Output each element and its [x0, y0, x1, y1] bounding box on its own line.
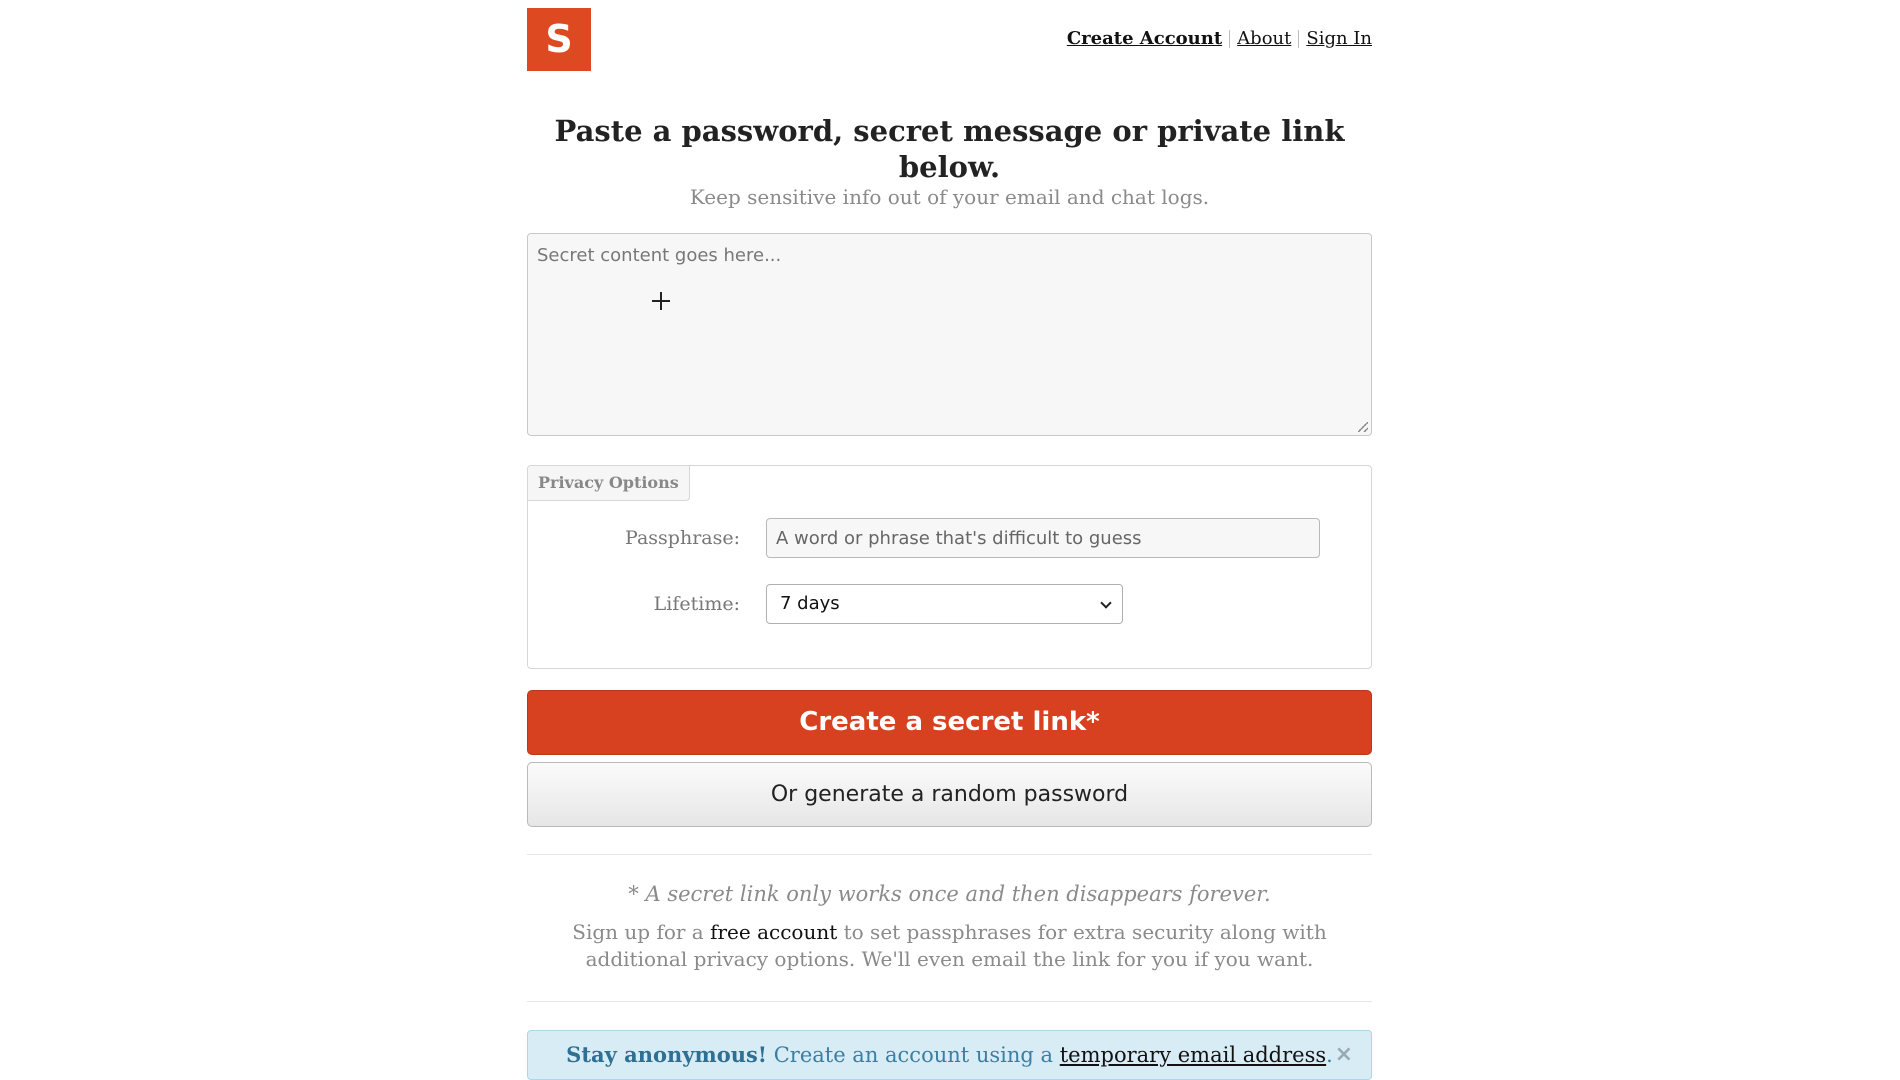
header: [527, 0, 1372, 80]
lifetime-label: Lifetime:: [653, 593, 740, 615]
generate-password-button[interactable]: Or generate a random password: [527, 762, 1372, 827]
passphrase-label: Passphrase:: [625, 527, 740, 549]
passphrase-row: [528, 518, 1371, 558]
nav-divider: [1298, 30, 1299, 48]
chevron-down-icon: [1100, 597, 1111, 608]
page-subtitle: Keep sensitive info out of your email and chat logs.: [689, 185, 1210, 209]
page: [527, 0, 1372, 1080]
divider: [527, 1001, 1372, 1002]
about-link[interactable]: About: [1237, 28, 1292, 49]
alert-heading: Stay anonymous!: [566, 1042, 768, 1067]
create-account-link[interactable]: Create Account: [1066, 28, 1223, 49]
logo[interactable]: S: [527, 8, 591, 71]
page-title: Paste a password, secret message or private link below.: [554, 114, 1345, 184]
signup-suffix: to set passphrases for extra security along with additional privacy options. We'll even email the link for you if you want.: [585, 920, 1327, 971]
nav-divider: [1229, 30, 1230, 48]
lifetime-selected-value: 7 days: [780, 593, 840, 614]
create-secret-link-button[interactable]: Create a secret link*: [527, 690, 1372, 755]
alert-period: .: [1326, 1043, 1333, 1067]
free-account-link[interactable]: free account: [710, 920, 838, 944]
privacy-options-panel: [527, 465, 1372, 669]
lifetime-row: [528, 584, 1371, 624]
footnote: * A secret link only works once and then disappears forever.: [628, 882, 1271, 906]
lifetime-select[interactable]: [766, 584, 1123, 624]
privacy-options-tab: Privacy Options: [528, 466, 690, 501]
signup-text: [527, 919, 1372, 973]
alert-text: Create an account using a: [767, 1043, 1060, 1067]
secret-content-input[interactable]: [528, 234, 1371, 435]
resize-handle-icon[interactable]: [1358, 422, 1368, 432]
temporary-email-link[interactable]: temporary email address: [1059, 1043, 1327, 1067]
sign-in-link[interactable]: Sign In: [1306, 28, 1372, 49]
signup-prefix: Sign up for a: [572, 920, 711, 944]
passphrase-input[interactable]: [766, 518, 1320, 558]
close-icon[interactable]: ×: [1334, 1042, 1353, 1067]
top-nav: [1067, 28, 1372, 49]
anonymous-alert: [527, 1030, 1372, 1080]
divider: [527, 854, 1372, 855]
secret-content-box: [527, 233, 1372, 436]
crosshair-cursor-icon: [652, 292, 670, 310]
